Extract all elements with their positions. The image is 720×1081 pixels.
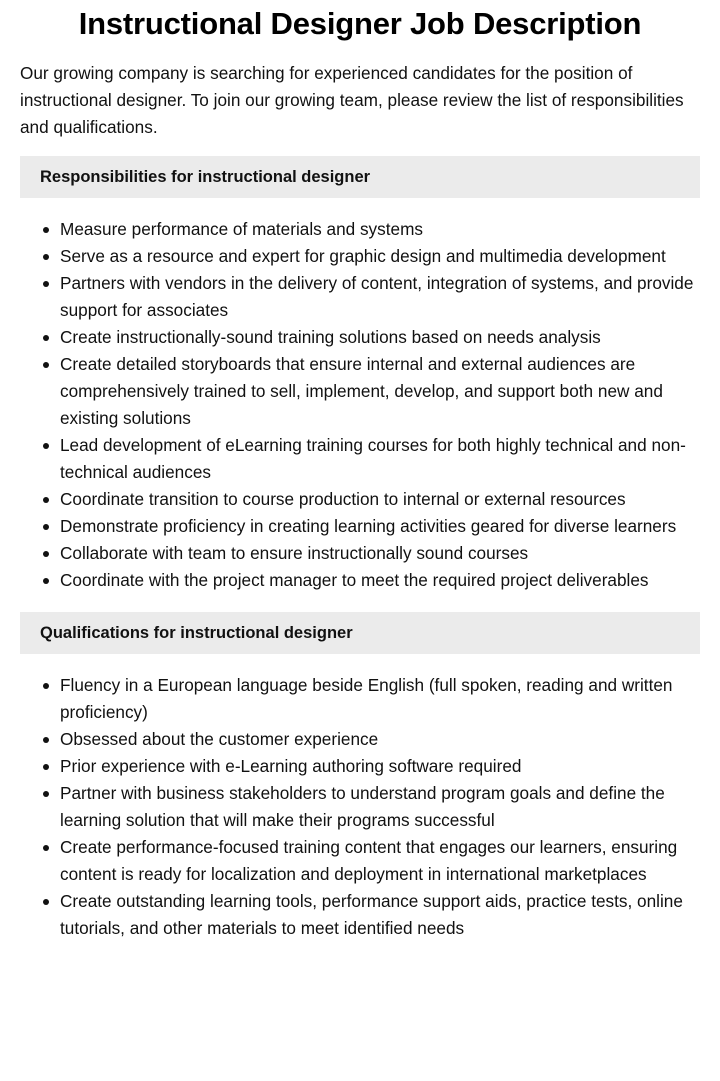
bullet-icon [43,362,49,368]
list-item: Lead development of eLearning training courses for both highly technical and non-technical audiences [60,432,700,486]
bullet-icon [43,845,49,851]
bullet-icon [43,578,49,584]
bullet-icon [43,281,49,287]
bullet-icon [43,764,49,770]
bullet-icon [43,443,49,449]
intro-paragraph: Our growing company is searching for experienced candidates for the position of instructional designer. To join our growing team, please review the list of responsibilities and qualifications. [20,63,684,137]
bullet-icon [43,335,49,341]
bullet-icon [43,791,49,797]
list-item: Create instructionally-sound training solutions based on needs analysis [60,324,700,351]
bullet-icon [43,524,49,530]
page-title: Instructional Designer Job Description [78,6,642,41]
list-item: Demonstrate proficiency in creating learning activities geared for diverse learners [60,513,700,540]
qualifications-list [20,672,700,942]
bullet-icon [43,551,49,557]
responsibilities-heading: Responsibilities for instructional designer [20,156,700,198]
qualifications-heading: Qualifications for instructional designer [20,612,700,654]
list-item: Prior experience with e-Learning authoring software required [60,753,700,780]
list-item: Fluency in a European language beside English (full spoken, reading and written proficiency) [60,672,700,726]
responsibilities-list [20,216,700,594]
list-item: Collaborate with team to ensure instructionally sound courses [60,540,700,567]
list-item: Create detailed storyboards that ensure internal and external audiences are comprehensively trained to sell, implement, develop, and support both new and existing solutions [60,351,700,432]
bullet-icon [43,497,49,503]
list-item: Serve as a resource and expert for graphic design and multimedia development [60,243,700,270]
bullet-icon [43,737,49,743]
bullet-icon [43,254,49,260]
list-item: Obsessed about the customer experience [60,726,700,753]
list-item: Measure performance of materials and systems [60,216,700,243]
list-item: Create outstanding learning tools, performance support aids, practice tests, online tutorials, and other materials to meet identified needs [60,888,700,942]
list-item: Partner with business stakeholders to understand program goals and define the learning solution that will make their programs successful [60,780,700,834]
bullet-icon [43,899,49,905]
bullet-icon [43,227,49,233]
list-item: Create performance-focused training content that engages our learners, ensuring content is ready for localization and deployment in international marketplaces [60,834,700,888]
list-item: Partners with vendors in the delivery of content, integration of systems, and provide support for associates [60,270,700,324]
list-item: Coordinate with the project manager to meet the required project deliverables [60,567,700,594]
bullet-icon [43,683,49,689]
list-item: Coordinate transition to course production to internal or external resources [60,486,700,513]
